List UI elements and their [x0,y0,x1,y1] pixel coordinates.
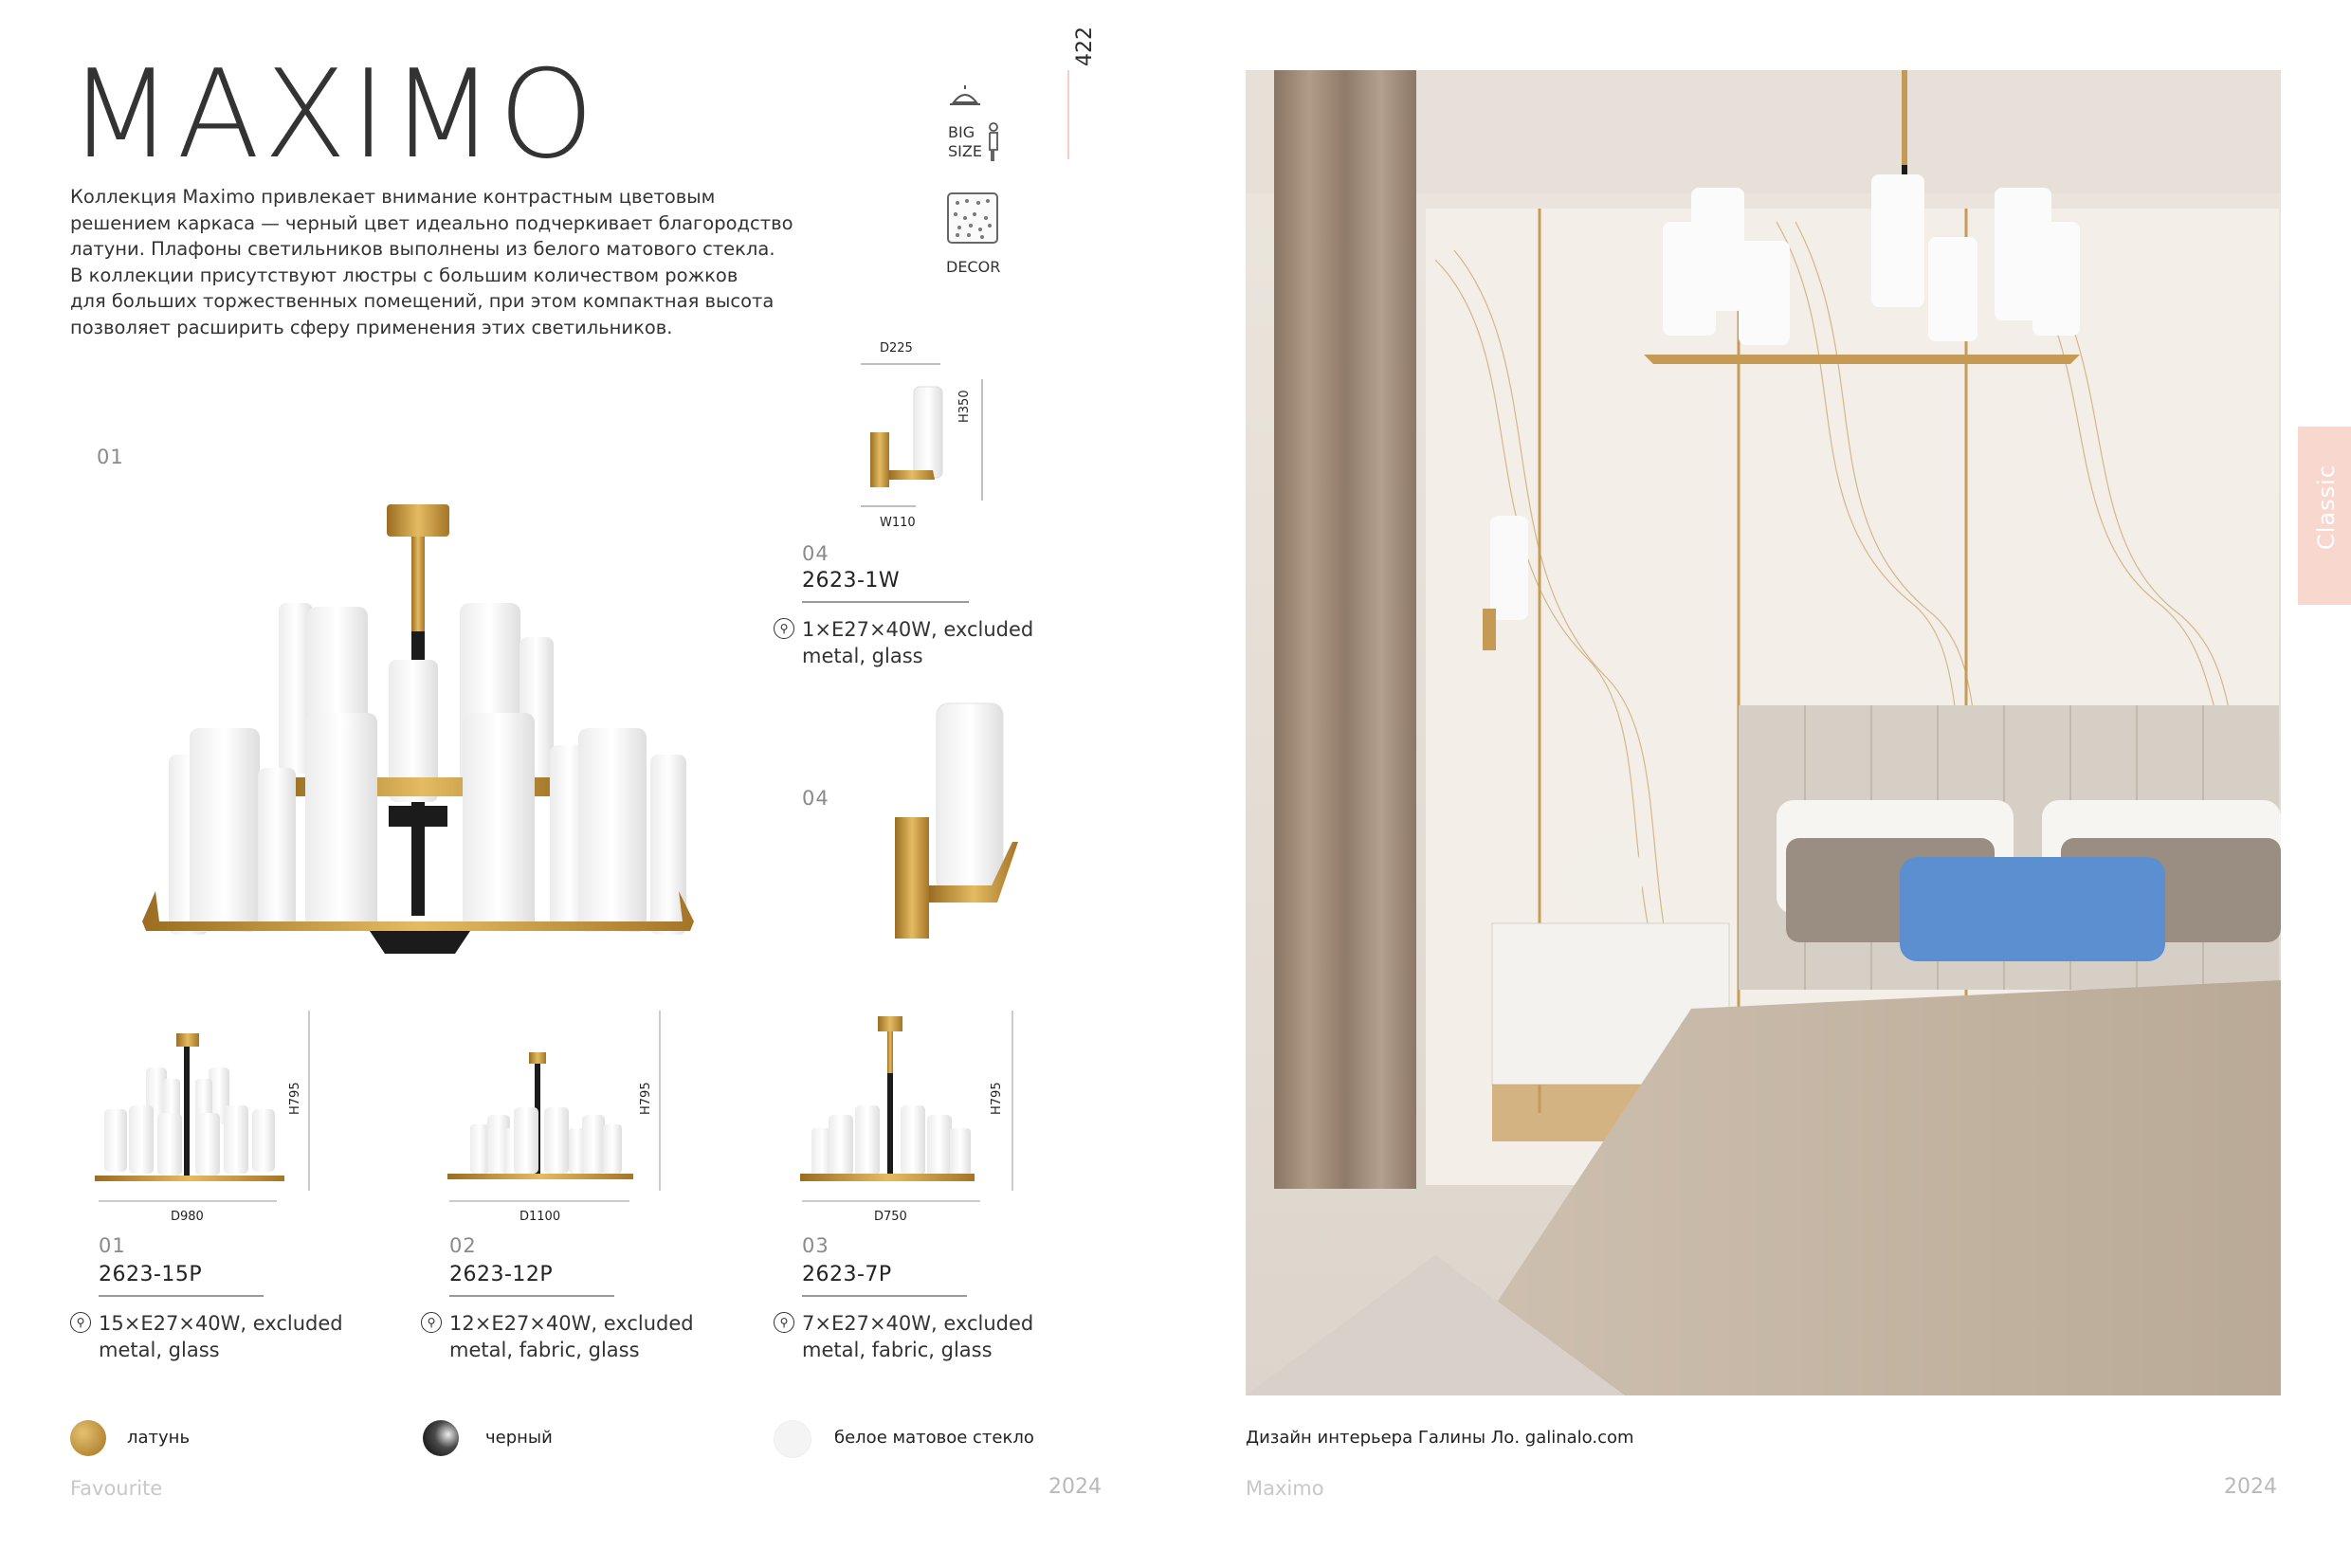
product-2-code: 2623-12P [449,1263,554,1286]
decor-pattern-icon [946,191,999,245]
white-glass-swatch-label: белое матовое стекло [834,1428,1034,1448]
bulb-icon: ⚲ [774,618,794,639]
sconce-code-underline [802,601,969,603]
brass-swatch [70,1420,106,1456]
sconce-height-label: H350 [957,390,972,423]
product-2-height: H795 [639,1082,653,1115]
decor-label: DECOR [946,258,1001,276]
decor-badge [946,191,1001,276]
big-size-label-2: SIZE [948,142,982,160]
product-2-index: 02 [449,1234,477,1257]
sconce-index: 04 [802,542,829,565]
bulb-icon: ⚲ [70,1312,91,1333]
product-1-spec [99,1310,343,1363]
classic-side-tab[interactable] [2298,427,2351,605]
sconce-spec-line: 1×E27×40W, excluded [802,618,1034,641]
product-3-index: 03 [802,1234,829,1257]
product-2-material: metal, fabric, glass [449,1339,640,1361]
big-size-label-1: BIG [948,123,975,141]
product-2-diameter: D1100 [519,1210,561,1224]
product-1-dim-line [99,1200,277,1202]
sconce-depth-label: D225 [880,341,913,356]
footer-brand-right: Maximo [1246,1477,1324,1500]
product-2-spec-line: 12×E27×40W, excluded [449,1312,694,1335]
product-1-diameter: D980 [171,1210,204,1224]
sconce-material-line: metal, glass [802,645,923,667]
sconce-spec [802,616,1033,669]
product-1-height: H795 [288,1082,302,1115]
product-3-height: H795 [990,1082,1004,1115]
sconce-code: 2623-1W [802,569,901,593]
page-number: 422 [1073,27,1097,66]
product-3-code: 2623-7P [802,1263,892,1286]
product-1-material: metal, glass [99,1339,220,1361]
product-1-underline [99,1295,264,1297]
classic-tab-label: Classic [2313,464,2340,550]
sconce-width-label: W110 [880,516,916,530]
chandelier-15p-thumb [91,1011,319,1200]
black-swatch [423,1420,459,1456]
page-number-divider [1067,70,1069,159]
description-line: решением каркаса — черный цвет идеально подчеркивает благородство [70,211,793,234]
interior-photo [1246,70,2281,1395]
product-3-underline [802,1295,967,1297]
product-3-spec [802,1310,1033,1363]
photo-credit: Дизайн интерьера Галины Ло. galinalo.com [1246,1428,1634,1448]
product-1-index: 01 [99,1234,126,1257]
hero-index: 01 [97,446,124,468]
product-3-spec-line: 7×E27×40W, excluded [802,1312,1034,1335]
description-line: позволяет расширить сферу применения этих светильников. [70,316,673,338]
bulb-icon: ⚲ [421,1312,442,1333]
product-1-spec-line: 15×E27×40W, excluded [99,1312,343,1335]
collection-description [70,184,793,340]
sconce-big-index: 04 [802,787,829,810]
product-2-spec [449,1310,694,1363]
description-line: для больших торжественных помещений, при этом компактная высота [70,290,775,312]
footer-year-left: 2024 [1048,1475,1102,1499]
product-1-code: 2623-15P [99,1263,203,1286]
black-swatch-label: черный [485,1428,553,1448]
description-line: В коллекции присутствуют люстры с большим количеством рожков [70,264,738,286]
white-glass-swatch [774,1420,811,1458]
sconce-dimension-diagram [859,358,992,510]
brass-swatch-label: латунь [127,1428,191,1448]
product-3-dim-line [802,1200,980,1202]
product-2-underline [449,1295,614,1297]
description-line: Коллекция Maximo привлекает внимание контрастным цветовым [70,186,716,208]
footer-year-right: 2024 [2224,1475,2277,1499]
sconce-1w-image [887,700,1030,946]
bulb-icon: ⚲ [774,1312,794,1333]
collection-title: MAXIMO [68,45,598,186]
footer-brand-left: Favourite [70,1477,163,1500]
chandelier-12p-thumb [442,1011,669,1200]
product-3-diameter: D750 [874,1210,907,1224]
chandelier-7p-thumb [794,1011,1022,1200]
product-2-dim-line [449,1200,629,1202]
big-size-badge [944,80,1003,171]
description-line: латуни. Плафоны светильников выполнены из белого матового стекла. [70,238,775,260]
chandelier-15p-image [133,493,702,961]
product-3-material: metal, fabric, glass [802,1339,993,1361]
